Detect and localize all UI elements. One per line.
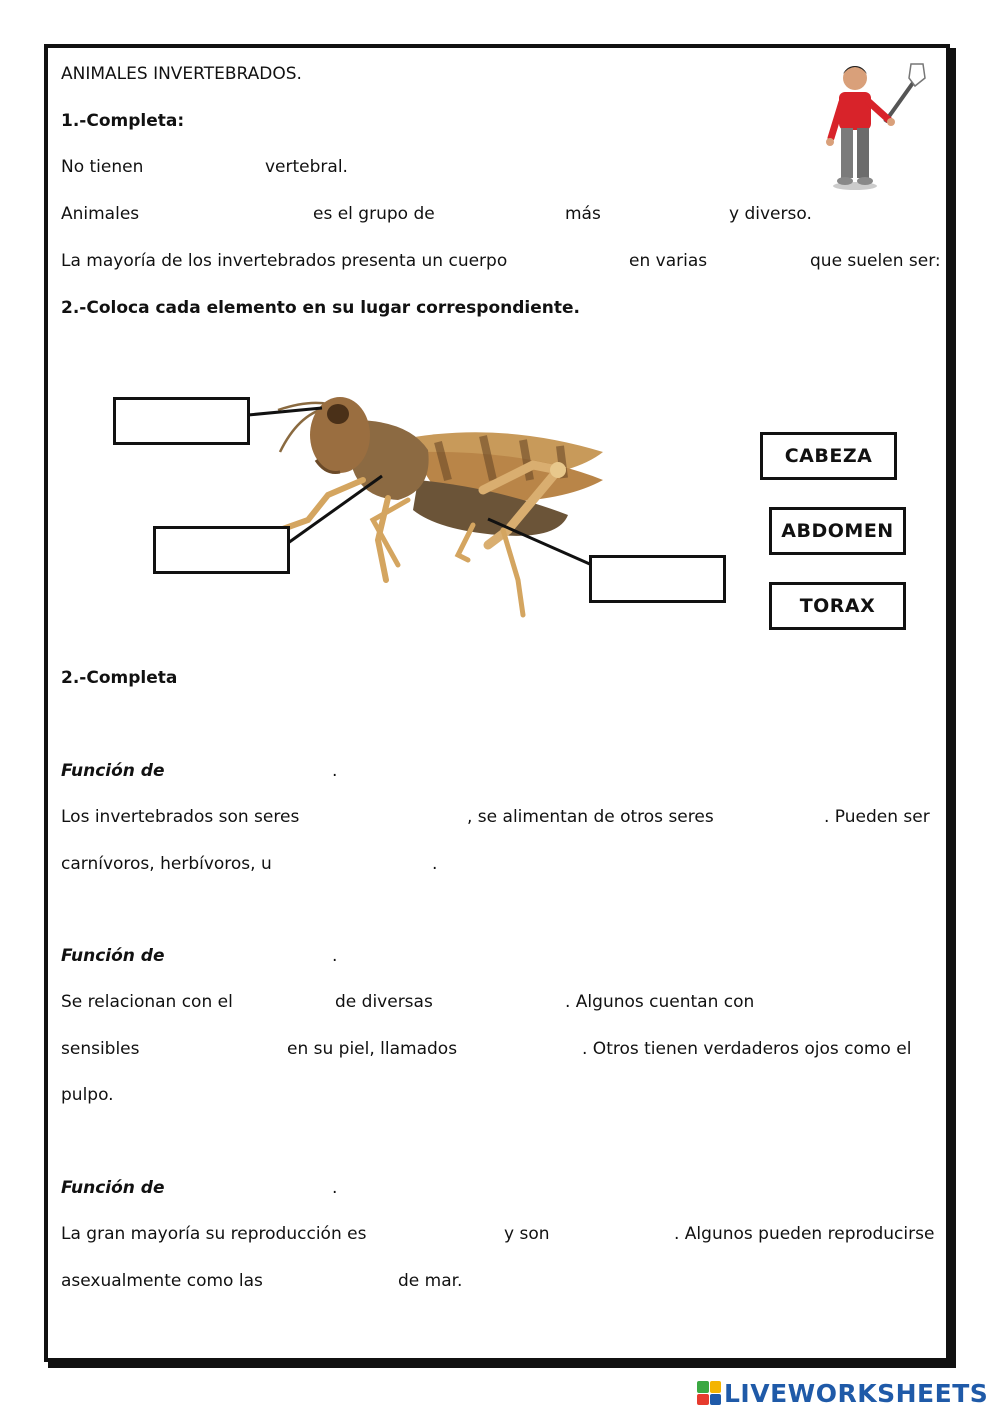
nutrition-line2-b: . <box>432 854 438 874</box>
word-option-torax[interactable]: TORAX <box>769 582 906 630</box>
s1-line1-text-b: vertebral. <box>265 157 348 177</box>
s1-line3-text-b: en varias <box>629 251 708 271</box>
liveworksheets-logo-icon <box>697 1381 721 1405</box>
blank-input[interactable] <box>457 1039 577 1059</box>
reproduction-line1-a: La gran mayoría su reproducción es <box>61 1224 367 1244</box>
reproduction-title-end: . <box>332 1178 338 1198</box>
frame-shadow-bottom <box>48 1362 954 1368</box>
blank-input[interactable] <box>722 807 820 827</box>
s1-line2-text-c: más <box>565 204 601 224</box>
blank-input[interactable] <box>440 992 562 1012</box>
nutrition-title: Función de <box>61 761 165 781</box>
section3-heading: 2.-Completa <box>61 668 178 688</box>
reproduction-line2-a: asexualmente como las <box>61 1271 263 1291</box>
relation-line3: pulpo. <box>61 1085 114 1105</box>
section1-heading: 1.-Completa: <box>61 111 185 131</box>
blank-input[interactable] <box>262 1271 392 1291</box>
s1-line2-text-b: es el grupo de <box>313 204 435 224</box>
blank-input[interactable] <box>145 1039 280 1059</box>
blank-input[interactable] <box>555 1224 670 1244</box>
s1-line2-text-d: y diverso. <box>729 204 812 224</box>
blank-input[interactable] <box>165 761 325 781</box>
reproduction-line2-b: de mar. <box>398 1271 463 1291</box>
word-option-abdomen[interactable]: ABDOMEN <box>769 507 906 555</box>
reproduction-line1-c: . Algunos pueden reproducirse <box>674 1224 935 1244</box>
relation-line2-b: en su piel, llamados <box>287 1039 458 1059</box>
word-option-cabeza[interactable]: CABEZA <box>760 432 897 480</box>
nutrition-line1-a: Los invertebrados son seres <box>61 807 300 827</box>
nutrition-line1-b: , se alimentan de otros seres <box>467 807 714 827</box>
drop-target-abdomen[interactable] <box>589 555 726 603</box>
section2-heading: 2.-Coloca cada elemento en su lugar correspondiente. <box>61 298 580 318</box>
blank-input[interactable] <box>165 1178 325 1198</box>
relation-line2-a: sensibles <box>61 1039 140 1059</box>
relation-line1-c: . Algunos cuentan con <box>565 992 755 1012</box>
drop-target-thorax[interactable] <box>153 526 290 574</box>
drop-target-head[interactable] <box>113 397 250 445</box>
blank-input[interactable] <box>367 1224 497 1244</box>
s1-line3-text-a: La mayoría de los invertebrados presenta un cuerpo <box>61 251 508 271</box>
worksheet-title: ANIMALES INVERTEBRADOS. <box>61 64 302 84</box>
s1-line1-text-a: No tienen <box>61 157 144 177</box>
relation-line1-b: de diversas <box>335 992 433 1012</box>
brand-name: LIVEWORKSHEETS <box>724 1378 989 1408</box>
blank-input[interactable] <box>308 807 463 827</box>
relation-line2-c: . Otros tienen verdaderos ojos como el <box>582 1039 912 1059</box>
relation-title-end: . <box>332 946 338 966</box>
blank-input[interactable] <box>237 992 329 1012</box>
nutrition-title-end: . <box>332 761 338 781</box>
blank-input[interactable] <box>165 946 325 966</box>
nutrition-line2-a: carnívoros, herbívoros, u <box>61 854 272 874</box>
nutrition-line1-c: . Pueden ser <box>824 807 930 827</box>
s1-line2-text-a: Animales <box>61 204 140 224</box>
reproduction-line1-b: y son <box>504 1224 550 1244</box>
relation-title: Función de <box>61 946 165 966</box>
s1-line3-text-c: que suelen ser: <box>810 251 941 271</box>
liveworksheets-logo[interactable] <box>697 1378 988 1408</box>
reproduction-title: Función de <box>61 1178 165 1198</box>
relation-line1-a: Se relacionan con el <box>61 992 233 1012</box>
blank-input[interactable] <box>278 854 428 874</box>
